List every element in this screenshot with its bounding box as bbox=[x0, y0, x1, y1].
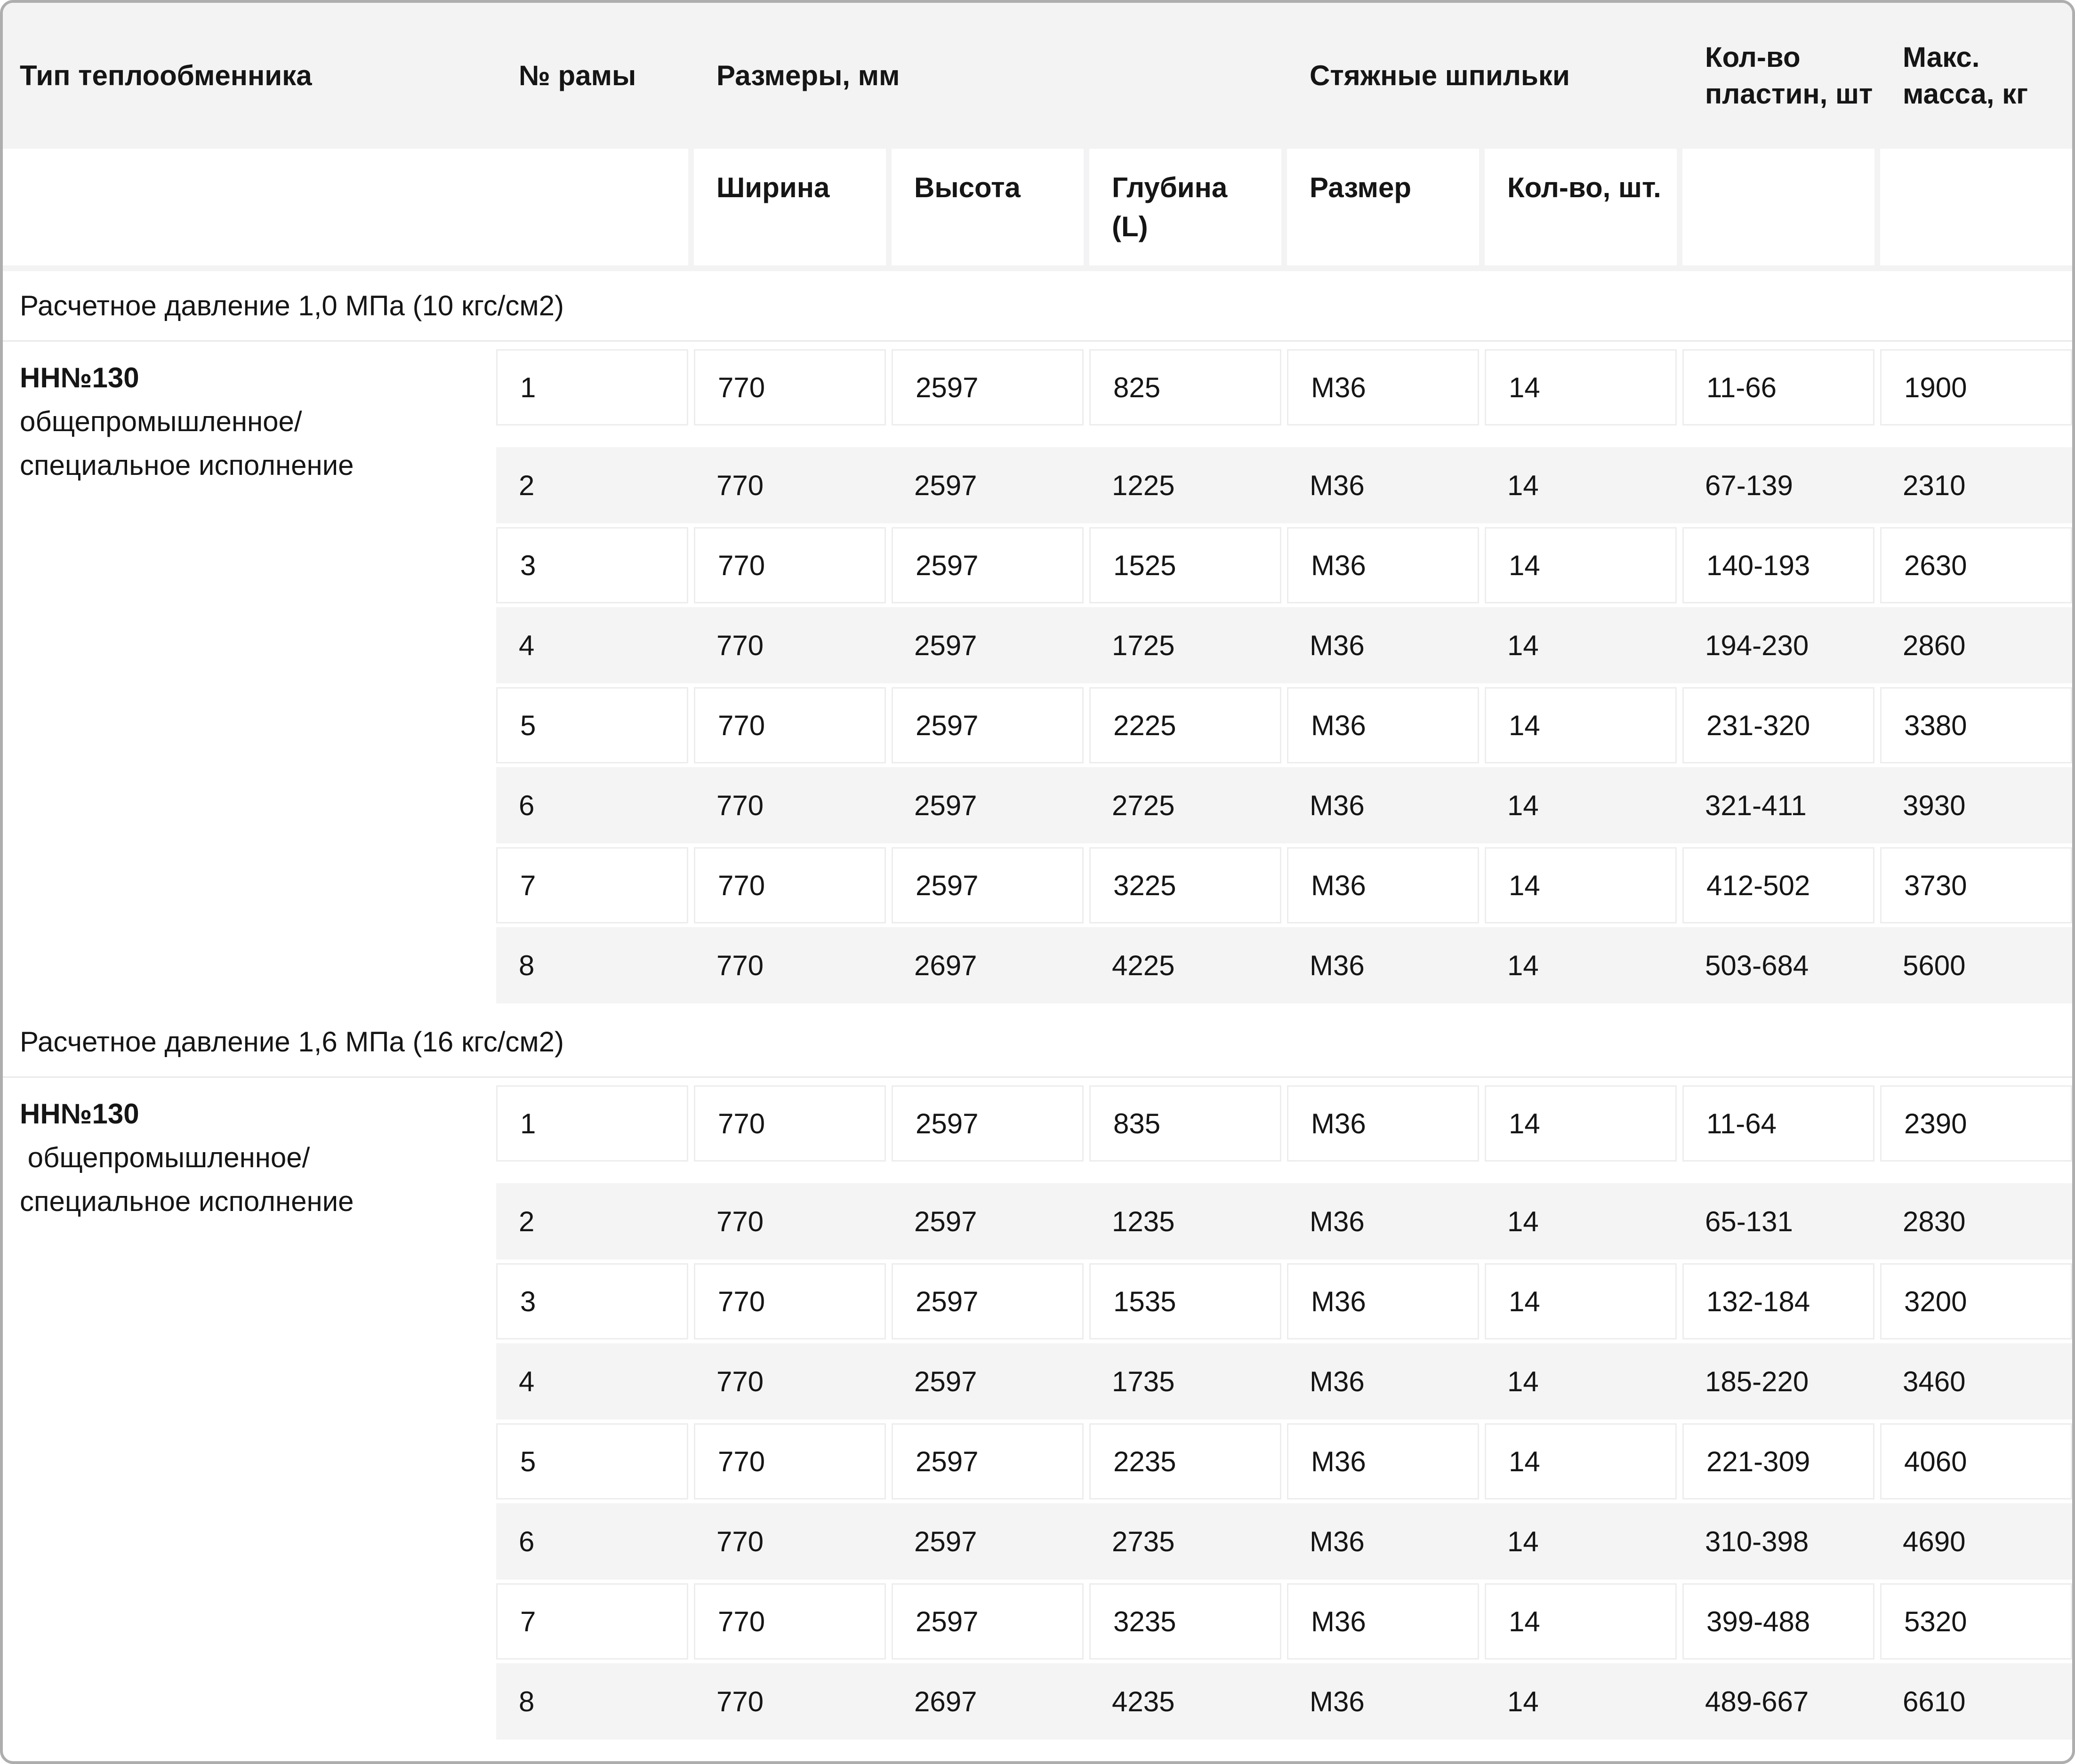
exchanger-type-desc-line1: общепромышленное/ bbox=[20, 1142, 310, 1173]
cell-plates: 503-684 bbox=[1705, 949, 1809, 981]
section-rows bbox=[496, 342, 2072, 1007]
cell-size: М36 bbox=[1287, 1423, 1479, 1499]
cell-width: 770 bbox=[716, 949, 764, 981]
cell-width: 770 bbox=[694, 847, 886, 923]
cell-frame: 4 bbox=[519, 629, 535, 661]
cell-size: М36 bbox=[1310, 629, 1365, 661]
cell-height: 2597 bbox=[892, 687, 1084, 763]
cell-size: М36 bbox=[1310, 1525, 1365, 1557]
cell-width: 770 bbox=[694, 527, 886, 603]
cell-width: 770 bbox=[694, 349, 886, 425]
table-row bbox=[496, 1663, 2072, 1740]
cell-qty: 14 bbox=[1507, 1365, 1539, 1397]
cell-mass: 6610 bbox=[1903, 1685, 1966, 1717]
cell-frame: 5 bbox=[496, 687, 688, 763]
exchanger-type-cell bbox=[3, 1078, 491, 1743]
cell-qty: 14 bbox=[1507, 629, 1539, 661]
cell-height: 2597 bbox=[914, 1525, 977, 1557]
col-header-type: Тип теплообменника bbox=[20, 60, 312, 91]
cell-size: М36 bbox=[1310, 949, 1365, 981]
cell-depth: 1725 bbox=[1112, 629, 1175, 661]
cell-depth: 2235 bbox=[1089, 1423, 1281, 1499]
cell-width: 770 bbox=[716, 629, 764, 661]
section-title-row bbox=[3, 271, 2072, 342]
table-row bbox=[496, 1423, 2072, 1499]
cell-depth: 825 bbox=[1089, 349, 1281, 425]
cell-depth: 1525 bbox=[1089, 527, 1281, 603]
cell-mass: 2830 bbox=[1903, 1205, 1966, 1237]
cell-qty: 14 bbox=[1507, 1685, 1539, 1717]
subheader-height: Высота bbox=[892, 149, 1084, 265]
cell-height: 2597 bbox=[892, 1583, 1084, 1660]
cell-qty: 14 bbox=[1507, 1525, 1539, 1557]
cell-mass: 3930 bbox=[1903, 789, 1966, 821]
cell-qty: 14 bbox=[1485, 1085, 1677, 1162]
cell-width: 770 bbox=[716, 1685, 764, 1717]
cell-qty: 14 bbox=[1485, 1263, 1677, 1339]
cell-mass: 2860 bbox=[1903, 629, 1966, 661]
cell-mass: 3460 bbox=[1903, 1365, 1966, 1397]
cell-frame: 1 bbox=[496, 1085, 688, 1162]
subheader-empty-plates bbox=[1682, 149, 1874, 265]
cell-height: 2597 bbox=[914, 629, 977, 661]
col-header-frame: № рамы bbox=[519, 60, 636, 91]
table-row bbox=[496, 687, 2072, 763]
subheader-depth: Глубина (L) bbox=[1089, 149, 1281, 265]
subheader-size: Размер bbox=[1287, 149, 1479, 265]
cell-size: М36 bbox=[1287, 687, 1479, 763]
cell-size: М36 bbox=[1287, 349, 1479, 425]
exchanger-type-name: НН№130 bbox=[20, 1098, 139, 1130]
table-row bbox=[496, 1085, 2072, 1162]
cell-plates: 11-64 bbox=[1682, 1085, 1874, 1162]
cell-qty: 14 bbox=[1507, 789, 1539, 821]
table-body bbox=[3, 271, 2072, 1743]
cell-plates: 231-320 bbox=[1682, 687, 1874, 763]
section-body bbox=[3, 1078, 2072, 1743]
subheader-qty: Кол-во, шт. bbox=[1485, 149, 1677, 265]
cell-frame: 7 bbox=[496, 1583, 688, 1660]
cell-depth: 1735 bbox=[1112, 1365, 1175, 1397]
cell-plates: 194-230 bbox=[1705, 629, 1809, 661]
cell-height: 2597 bbox=[914, 1365, 977, 1397]
cell-width: 770 bbox=[716, 789, 764, 821]
cell-frame: 3 bbox=[496, 1263, 688, 1339]
cell-size: М36 bbox=[1310, 1685, 1365, 1717]
table-row bbox=[496, 447, 2072, 523]
subheader-empty-mass bbox=[1880, 149, 2072, 265]
cell-depth: 3225 bbox=[1089, 847, 1281, 923]
cell-mass: 3730 bbox=[1880, 847, 2072, 923]
subheader-width: Ширина bbox=[694, 149, 886, 265]
cell-size: М36 bbox=[1287, 1263, 1479, 1339]
header-group-row bbox=[3, 3, 2072, 149]
cell-width: 770 bbox=[694, 687, 886, 763]
cell-mass: 3200 bbox=[1880, 1263, 2072, 1339]
cell-width: 770 bbox=[716, 469, 764, 501]
exchanger-type-desc-line2: специальное исполнение bbox=[20, 1186, 354, 1217]
section-body bbox=[3, 342, 2072, 1007]
cell-width: 770 bbox=[694, 1423, 886, 1499]
cell-frame: 8 bbox=[519, 1685, 535, 1717]
table-header bbox=[3, 3, 2072, 271]
cell-mass: 4060 bbox=[1880, 1423, 2072, 1499]
cell-plates: 489-667 bbox=[1705, 1685, 1809, 1717]
cell-width: 770 bbox=[716, 1205, 764, 1237]
section-title: Расчетное давление 1,6 МПа (16 кгс/см2) bbox=[20, 1026, 564, 1058]
cell-plates: 310-398 bbox=[1705, 1525, 1809, 1557]
cell-height: 2597 bbox=[914, 1205, 977, 1237]
cell-size: М36 bbox=[1310, 469, 1365, 501]
cell-size: М36 bbox=[1310, 1205, 1365, 1237]
cell-height: 2597 bbox=[892, 349, 1084, 425]
section-rows bbox=[496, 1078, 2072, 1743]
cell-plates: 11-66 bbox=[1682, 349, 1874, 425]
exchanger-type-desc-line2: специальное исполнение bbox=[20, 449, 354, 481]
cell-frame: 3 bbox=[496, 527, 688, 603]
header-sub-row bbox=[3, 149, 2072, 271]
cell-frame: 8 bbox=[519, 949, 535, 981]
cell-plates: 321-411 bbox=[1705, 789, 1807, 821]
cell-depth: 2725 bbox=[1112, 789, 1175, 821]
table-row bbox=[496, 847, 2072, 923]
cell-depth: 1235 bbox=[1112, 1205, 1175, 1237]
cell-qty: 14 bbox=[1507, 1205, 1539, 1237]
cell-height: 2597 bbox=[892, 1085, 1084, 1162]
cell-plates: 132-184 bbox=[1682, 1263, 1874, 1339]
cell-plates: 185-220 bbox=[1705, 1365, 1809, 1397]
col-header-plates: Кол-во пластин, шт bbox=[1705, 41, 1873, 110]
cell-qty: 14 bbox=[1485, 349, 1677, 425]
cell-plates: 399-488 bbox=[1682, 1583, 1874, 1660]
cell-plates: 67-139 bbox=[1705, 469, 1793, 501]
cell-mass: 5600 bbox=[1903, 949, 1966, 981]
cell-size: М36 bbox=[1310, 789, 1365, 821]
cell-size: М36 bbox=[1310, 1365, 1365, 1397]
cell-mass: 2310 bbox=[1903, 469, 1966, 501]
cell-frame: 7 bbox=[496, 847, 688, 923]
cell-width: 770 bbox=[716, 1525, 764, 1557]
cell-qty: 14 bbox=[1485, 847, 1677, 923]
table-row bbox=[496, 1503, 2072, 1580]
cell-width: 770 bbox=[694, 1263, 886, 1339]
cell-qty: 14 bbox=[1485, 1583, 1677, 1660]
cell-depth: 4225 bbox=[1112, 949, 1175, 981]
table-row bbox=[496, 767, 2072, 843]
cell-height: 2697 bbox=[914, 949, 977, 981]
cell-plates: 140-193 bbox=[1682, 527, 1874, 603]
exchanger-type-name: НН№130 bbox=[20, 362, 139, 393]
cell-mass: 4690 bbox=[1903, 1525, 1966, 1557]
cell-frame: 4 bbox=[519, 1365, 535, 1397]
cell-depth: 1225 bbox=[1112, 469, 1175, 501]
cell-frame: 1 bbox=[496, 349, 688, 425]
cell-width: 770 bbox=[716, 1365, 764, 1397]
cell-mass: 3380 bbox=[1880, 687, 2072, 763]
cell-frame: 2 bbox=[519, 1205, 535, 1237]
cell-size: М36 bbox=[1287, 527, 1479, 603]
cell-plates: 65-131 bbox=[1705, 1205, 1793, 1237]
col-header-dimensions: Размеры, мм bbox=[716, 60, 900, 91]
cell-qty: 14 bbox=[1485, 687, 1677, 763]
cell-mass: 2630 bbox=[1880, 527, 2072, 603]
cell-height: 2597 bbox=[892, 847, 1084, 923]
pressure-section bbox=[3, 1007, 2072, 1743]
cell-width: 770 bbox=[694, 1583, 886, 1660]
cell-width: 770 bbox=[694, 1085, 886, 1162]
col-header-studs: Стяжные шпильки bbox=[1310, 60, 1570, 91]
cell-frame: 5 bbox=[496, 1423, 688, 1499]
cell-plates: 221-309 bbox=[1682, 1423, 1874, 1499]
section-title-row bbox=[3, 1007, 2072, 1078]
cell-qty: 14 bbox=[1485, 1423, 1677, 1499]
cell-height: 2597 bbox=[892, 527, 1084, 603]
cell-size: М36 bbox=[1287, 1085, 1479, 1162]
pressure-section bbox=[3, 271, 2072, 1007]
cell-qty: 14 bbox=[1507, 949, 1539, 981]
exchanger-type-cell bbox=[3, 342, 491, 1007]
cell-height: 2597 bbox=[892, 1263, 1084, 1339]
table-row bbox=[496, 927, 2072, 1003]
table-row bbox=[496, 527, 2072, 603]
table-row bbox=[496, 1343, 2072, 1419]
cell-size: М36 bbox=[1287, 847, 1479, 923]
section-title: Расчетное давление 1,0 МПа (10 кгс/см2) bbox=[20, 290, 564, 321]
cell-qty: 14 bbox=[1507, 469, 1539, 501]
cell-qty: 14 bbox=[1485, 527, 1677, 603]
col-header-mass: Макс. масса, кг bbox=[1903, 41, 2028, 110]
cell-height: 2597 bbox=[914, 789, 977, 821]
table-row bbox=[496, 349, 2072, 425]
cell-frame: 6 bbox=[519, 1525, 535, 1557]
cell-depth: 2735 bbox=[1112, 1525, 1175, 1557]
subheader-empty-type-frame bbox=[3, 149, 688, 265]
table-row bbox=[496, 1583, 2072, 1660]
cell-depth: 2225 bbox=[1089, 687, 1281, 763]
cell-height: 2597 bbox=[914, 469, 977, 501]
cell-depth: 3235 bbox=[1089, 1583, 1281, 1660]
cell-frame: 6 bbox=[519, 789, 535, 821]
cell-depth: 1535 bbox=[1089, 1263, 1281, 1339]
cell-depth: 835 bbox=[1089, 1085, 1281, 1162]
table-row bbox=[496, 1263, 2072, 1339]
table-row bbox=[496, 1183, 2072, 1259]
table-row bbox=[496, 607, 2072, 683]
cell-frame: 2 bbox=[519, 469, 535, 501]
cell-mass: 5320 bbox=[1880, 1583, 2072, 1660]
cell-height: 2697 bbox=[914, 1685, 977, 1717]
cell-mass: 1900 bbox=[1880, 349, 2072, 425]
cell-depth: 4235 bbox=[1112, 1685, 1175, 1717]
exchanger-type-desc-line1: общепромышленное/ bbox=[20, 406, 302, 437]
cell-size: М36 bbox=[1287, 1583, 1479, 1660]
cell-mass: 2390 bbox=[1880, 1085, 2072, 1162]
cell-plates: 412-502 bbox=[1682, 847, 1874, 923]
cell-height: 2597 bbox=[892, 1423, 1084, 1499]
